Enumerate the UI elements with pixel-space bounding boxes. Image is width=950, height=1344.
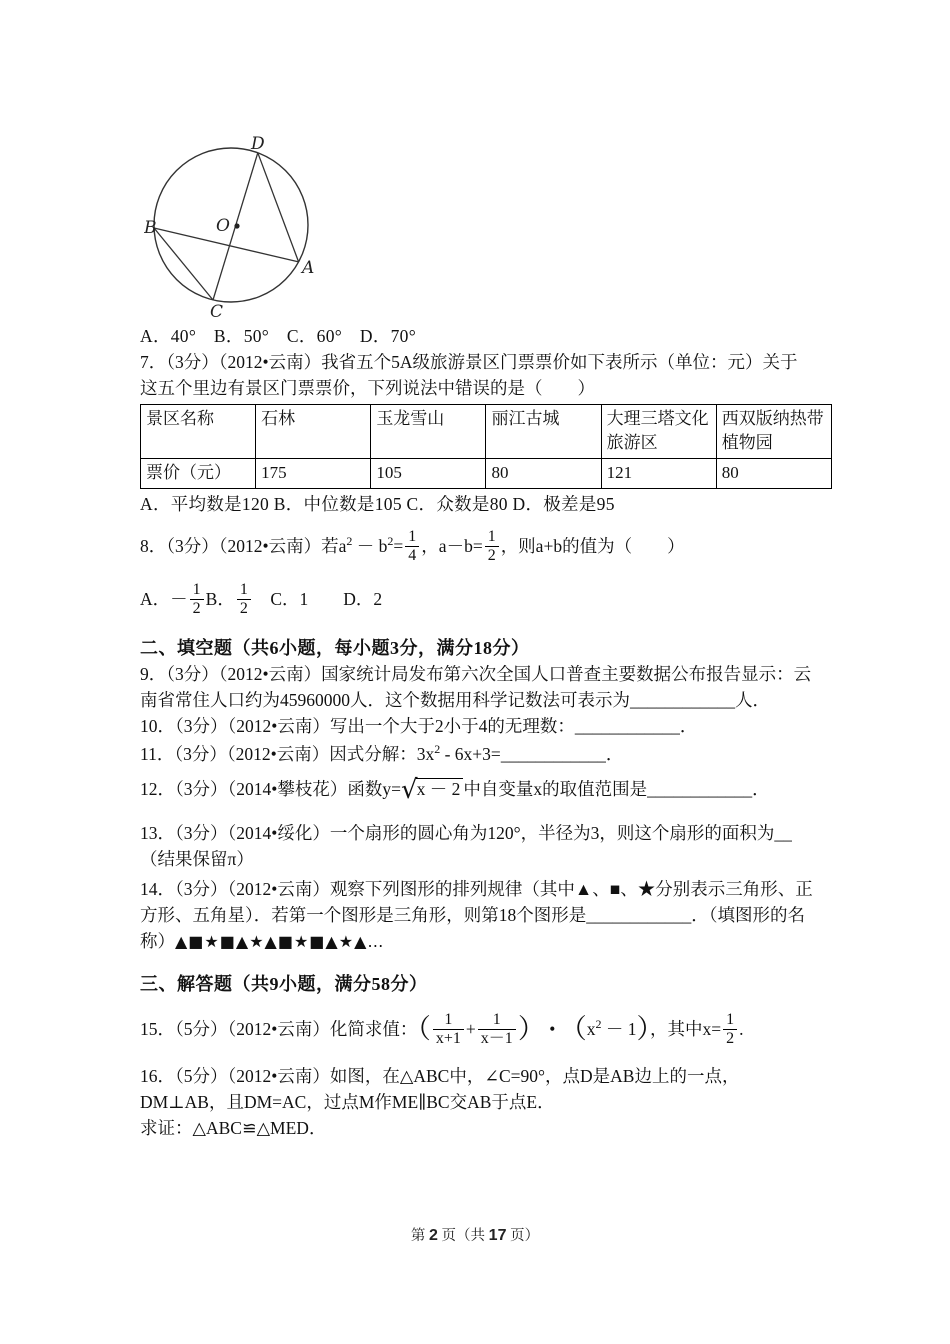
question-9-line2-suffix: 人． — [735, 690, 770, 710]
right-parenthesis: ） — [636, 1013, 650, 1044]
figure-label-d: D — [251, 134, 265, 154]
exam-page-content — [140, 0, 832, 1141]
question-15-mid: ，其中x= — [649, 1019, 722, 1039]
table-header-cell: 玉龙雪山 — [371, 405, 486, 459]
fraction-denominator: 2 — [485, 546, 499, 565]
answer-blank: ____________ — [500, 744, 606, 764]
right-parenthesis: ） — [517, 1013, 545, 1044]
question-6-options: A．40° B．50° C．60° D．70° — [140, 326, 417, 346]
fraction-1-over-x-plus-1 — [433, 1012, 464, 1049]
math-minus: － — [352, 536, 379, 556]
table-value-row — [141, 459, 832, 489]
question-10-suffix: ． — [679, 716, 698, 736]
table-header-row — [141, 405, 832, 459]
math-comma: ， — [421, 536, 439, 556]
question-8-text — [140, 523, 832, 571]
figure-label-b: B — [144, 218, 157, 238]
math-exponent: 2 — [387, 534, 394, 548]
question-13-text-line2: （结果保留π） — [140, 849, 254, 869]
section-2-heading: 二、填空题（共6小题，每小题3分，满分18分） — [140, 638, 530, 658]
fraction-denominator: 4 — [405, 546, 419, 565]
footer-suffix: 页） — [510, 1228, 540, 1244]
question-12-mid: 中自变量x的取值范围是 — [463, 779, 648, 799]
table-cell: 80 — [716, 459, 831, 489]
radical-sign: √ — [401, 775, 416, 805]
answer-blank: ____________ — [574, 716, 680, 736]
math-var-a: a — [338, 536, 347, 556]
answer-blank: ____________ — [630, 690, 735, 710]
question-15-text — [140, 1001, 832, 1059]
table-cell: 121 — [601, 459, 716, 489]
fraction-numerator: 1 — [192, 580, 201, 598]
question-9-text-line1: 9．（3分）（2012•云南）国家统计局发布第六次全国人口普查主要数据公布报告显示：云 — [140, 664, 812, 684]
table-cell: 105 — [371, 459, 486, 489]
fraction-numerator: 1 — [408, 527, 417, 545]
question-9-line2-prefix: 南省常住人口约为45960000人．这个数据用科学记数法可表示为 — [140, 690, 630, 710]
question-8-suffix: ，则a+b的值为（ ） — [500, 536, 685, 556]
circle-geometry-figure — [144, 133, 326, 321]
fraction-denominator: x+1 — [433, 1029, 464, 1048]
question-15-suffix: . — [739, 1019, 744, 1039]
question-12-prefix: 12．（3分）（2014•攀枝花）函数y= — [140, 779, 401, 799]
table-cell: 175 — [256, 459, 371, 489]
chord-bc — [154, 228, 213, 300]
left-parenthesis: （ — [559, 1013, 587, 1044]
total-page-count: 17 — [488, 1227, 507, 1244]
question-9-text-line2 — [140, 687, 832, 713]
question-11-expression: - 6x+3= — [440, 744, 501, 764]
fraction-numerator: 1 — [726, 1010, 735, 1028]
fraction-denominator: 2 — [237, 599, 251, 618]
math-negative-sign: － — [170, 589, 188, 609]
fraction-numerator: 1 — [487, 527, 496, 545]
question-14-line3-prefix: 称） — [140, 931, 175, 951]
options-c-d: C．1 D．2 — [252, 589, 383, 609]
question-12-text — [140, 771, 832, 808]
math-var-b: b — [378, 536, 388, 556]
page-footer — [0, 1224, 950, 1245]
center-point-dot — [234, 223, 239, 228]
math-equals: = — [393, 536, 404, 556]
fraction-denominator: 2 — [723, 1029, 737, 1048]
question-14-line2-prefix: 方形、五角星）．若第一个图形是三角形，则第18个图形是 — [140, 905, 587, 925]
question-10-text — [140, 713, 832, 739]
math-minus-one: － 1 — [601, 1019, 637, 1039]
question-7-options: A．平均数是120 B．中位数是105 C．众数是80 D．极差是95 — [140, 494, 615, 514]
question-7-text-line2: 这五个里边有景区门票票价，下列说法中错误的是（ ） — [140, 378, 595, 398]
radicand-expression: x － 2 — [416, 778, 464, 799]
question-16-text-line1: 16．（5分）（2012•云南）如图，在△ABC中，∠C=90°，点D是AB边上的一点， — [140, 1066, 740, 1086]
fraction-numerator: 1 — [239, 580, 248, 598]
section-3-heading: 三、解答题（共9小题，满分58分） — [140, 974, 428, 994]
question-7-text-line1: 7．（3分）（2012•云南）我省五个5A级旅游景区门票票价如下表所示（单位：元）关于 — [140, 352, 798, 372]
fraction-one-half — [723, 1012, 737, 1049]
math-exponent: 2 — [346, 534, 353, 548]
question-15-prefix: 15．（5分）（2012•云南）化简求值： — [140, 1019, 418, 1039]
question-14-text-line2 — [140, 902, 832, 928]
ticket-price-table — [140, 404, 832, 489]
current-page-number: 2 — [429, 1227, 438, 1244]
question-10-prefix: 10．（3分）（2012•云南）写出一个大于2小于4的无理数： — [140, 716, 575, 736]
question-16-text-line3: 求证：△ABC≌△MED． — [140, 1118, 327, 1138]
fraction-numerator: 1 — [492, 1010, 501, 1028]
table-header-cell: 大理三塔文化旅游区 — [601, 405, 716, 459]
fraction-one-half — [237, 582, 251, 619]
fraction-one-half — [190, 582, 204, 619]
table-cell: 票价（元） — [141, 459, 256, 489]
question-16-text-line2: DM⊥AB，且DM=AC，过点M作ME∥BC交AB于点E． — [140, 1092, 555, 1112]
math-multiply-dot: • — [544, 1019, 560, 1039]
question-14-line2-suffix: ．（填图形的名 — [691, 905, 805, 925]
answer-blank: ____________ — [647, 779, 753, 799]
footer-prefix: 第 — [410, 1228, 426, 1244]
fraction-denominator: x－1 — [478, 1029, 516, 1048]
left-parenthesis: （ — [417, 1013, 431, 1044]
question-8-prefix: 8．（3分）（2012•云南）若 — [140, 536, 339, 556]
question-14-text-line3 — [140, 928, 832, 955]
math-exponent: 2 — [434, 742, 441, 756]
fraction-one-half — [485, 529, 499, 566]
answer-blank: ____________ — [586, 905, 692, 925]
fraction-numerator: 1 — [444, 1010, 453, 1028]
table-header-cell: 西双版纳热带植物园 — [716, 405, 831, 459]
footer-middle: 页（共 — [441, 1228, 486, 1244]
math-var-x: x — [586, 1019, 596, 1039]
option-b-label: B． — [205, 589, 235, 609]
question-14-text-line1: 14．（3分）（2012•云南）观察下列图形的排列规律（其中▲、■、★分别表示三角形、正 — [140, 879, 813, 899]
question-13-text-line1: 13．（3分）（2014•绥化）一个扇形的圆心角为120°，半径为3，则这个扇形的面积为__ — [140, 823, 792, 843]
question-11-text — [140, 739, 832, 771]
option-a-label: A． — [140, 589, 171, 609]
fraction-denominator: 2 — [190, 599, 204, 618]
math-plus: + — [465, 1019, 476, 1039]
figure-label-c: C — [210, 302, 224, 321]
table-header-cell: 石林 — [256, 405, 371, 459]
question-12-suffix: ． — [752, 779, 770, 799]
fraction-one-fourth — [405, 529, 419, 566]
chord-da — [258, 153, 299, 262]
table-cell: 80 — [486, 459, 601, 489]
math-exponent: 2 — [595, 1017, 602, 1031]
shape-pattern-sequence: ▲■★■▲★▲■★■▲★▲… — [175, 932, 385, 951]
figure-label-a: A — [302, 258, 315, 278]
question-11-suffix: ． — [605, 744, 624, 764]
fraction-1-over-x-minus-1 — [478, 1012, 516, 1049]
question-11-prefix: 11．（3分）（2012•云南）因式分解：3x — [140, 744, 435, 764]
table-header-cell: 丽江古城 — [486, 405, 601, 459]
table-header-cell: 景区名称 — [141, 405, 256, 459]
math-a-minus-b: a－b= — [438, 536, 483, 556]
question-8-options — [140, 577, 832, 621]
figure-label-o: O — [216, 216, 230, 236]
